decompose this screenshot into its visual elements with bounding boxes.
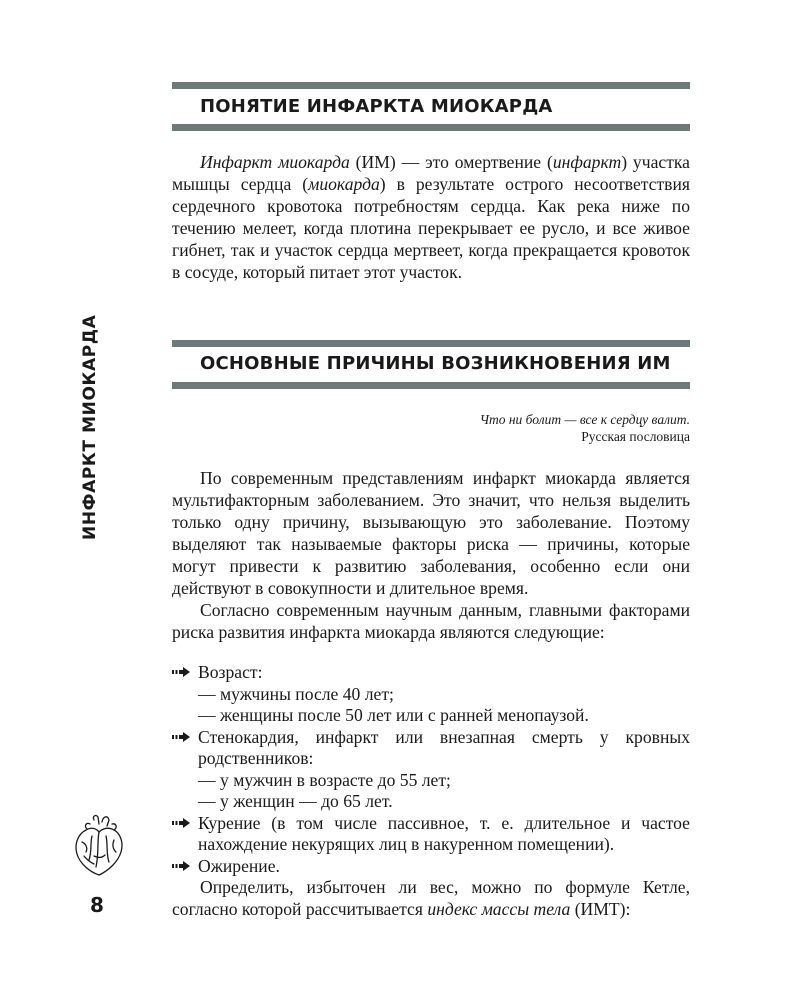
list-item: Ожирение. xyxy=(172,856,690,878)
epigraph-source: Русская пословица xyxy=(581,429,690,444)
list-subitem: — у мужчин в возрасте до 55 лет; xyxy=(198,769,451,790)
list-item: Курение (в том числе пассивное, т. е. длительное и частое нахождение некурящих лиц в накуренном помещении). xyxy=(172,813,690,856)
heading-rule-top xyxy=(172,340,690,347)
definition-paragraph: Инфаркт миокарда (ИМ) — это омертвение (инфаркт) участка мышцы сердца (миокарда) в результате острого несоответствия сердечного кровотока потребностям сердца. Как река ниже по течению мелеет, когда плотина перекрывает ее русло, и все живое гибнет, так и участок сердца мертвеет, когда прекращается кровоток в сосуде, который питает этот участок. xyxy=(172,152,690,282)
paragraph-bmi: Определить, избыточен ли вес, можно по формуле Кетле, согласно которой рассчитывается индекс массы тела (ИМТ): xyxy=(172,877,690,919)
risk-factor-list xyxy=(172,662,690,920)
list-item: Стенокардия, инфаркт или внезапная смерть у кровных родственников: xyxy=(172,727,690,770)
list-item: Возраст: xyxy=(172,662,690,684)
paragraph-multifactor: По современным представлениям инфаркт миокарда является мультифакторным заболеванием. Это значит, что нельзя выделить только одну причину, вызывающую это заболевание. Поэтому выделяют так называемые факторы риска — причины, которые могут привести к развитию заболевания, особенно если они действуют в совокупности и длительное время. xyxy=(172,468,690,598)
arrow-bullet-icon xyxy=(172,732,190,742)
arrow-bullet-icon xyxy=(172,667,190,677)
causes-paragraph xyxy=(172,467,690,643)
section-heading-causes: ОСНОВНЫЕ ПРИЧИНЫ ВОЗНИКНОВЕНИЯ ИМ xyxy=(200,353,671,374)
page-number: 8 xyxy=(90,893,104,917)
arrow-bullet-icon xyxy=(172,818,190,828)
list-subitem: — мужчины после 40 лет; xyxy=(198,683,394,704)
section-heading-concept: ПОНЯТИЕ ИНФАРКТА МИОКАРДА xyxy=(200,96,553,117)
paragraph-risk-factors-intro: Согласно современным научным данным, главными факторами риска развития инфаркта миокарда являются следующие: xyxy=(172,600,690,642)
heading-rule-bottom xyxy=(172,382,690,389)
arrow-bullet-icon xyxy=(172,861,190,871)
heading-rule-top xyxy=(172,82,690,89)
term-bmi: индекс массы тела xyxy=(427,898,571,919)
side-title-text: ИНФАРКТ МИОКАРДА xyxy=(80,314,100,540)
list-subitem: — женщины после 50 лет или с ранней менопаузой. xyxy=(198,705,589,725)
term-infarct-myocardium: Инфаркт миокарда xyxy=(200,152,350,172)
epigraph-quote: Что ни болит — все к сердцу валит. xyxy=(479,412,690,427)
heart-sketch-icon xyxy=(72,812,126,878)
list-subitem: — у женщин — до 65 лет. xyxy=(198,791,393,811)
epigraph xyxy=(480,411,690,445)
heading-rule-bottom xyxy=(172,124,690,131)
